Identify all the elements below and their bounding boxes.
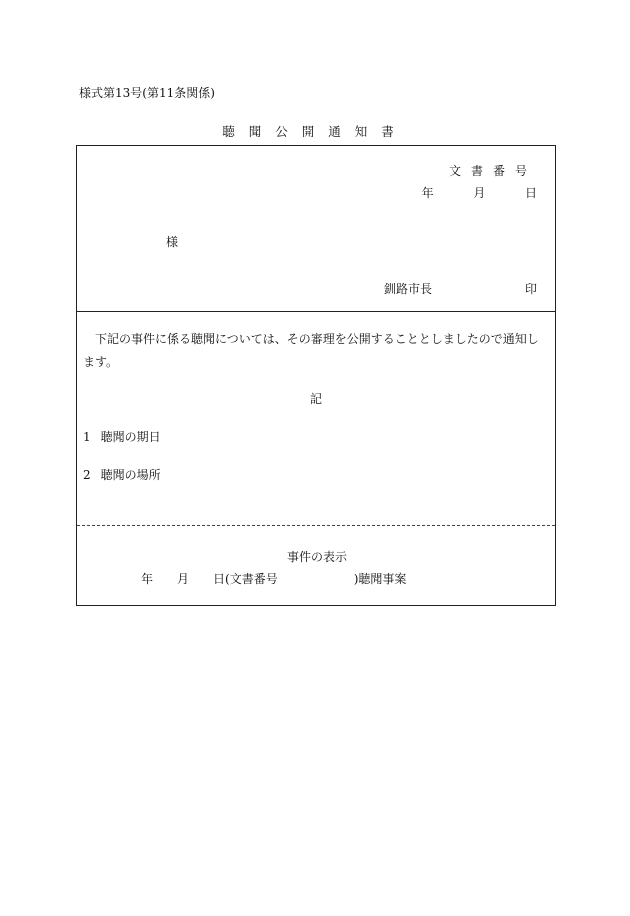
ki-heading: 記 (309, 392, 322, 406)
case-year: 年 (141, 572, 154, 586)
issuer-name: 釧路市長 (384, 282, 433, 296)
section-divider (77, 311, 555, 312)
case-day-docno: 日(文書番号 (213, 572, 278, 586)
case-display-line (141, 570, 406, 587)
month-label: 月 (473, 186, 486, 200)
case-suffix: )聴聞事案 (353, 572, 407, 586)
day-label: 日 (524, 186, 537, 200)
item-hearing-place (83, 466, 161, 483)
document-number-label: 文書番号 (448, 164, 537, 178)
case-display-title: 事件の表示 (286, 550, 347, 564)
seal-mark: 印 (524, 282, 537, 296)
item-hearing-date (83, 428, 161, 445)
date-line (422, 184, 537, 201)
addressee-suffix: 様 (166, 235, 179, 249)
notice-frame (76, 145, 556, 606)
item-number: 2 (83, 468, 91, 482)
item-number: 1 (83, 430, 91, 444)
document-title: 聴聞公開通知書 (222, 124, 408, 139)
case-month: 月 (177, 572, 190, 586)
form-id: 様式第13号(第11条関係) (79, 86, 215, 100)
item-label: 聴聞の期日 (100, 430, 161, 444)
notice-body-text: 下記の事件に係る聴聞については、その審理を公開することとしましたので通知します。 (83, 332, 539, 369)
item-label: 聴聞の場所 (100, 468, 161, 482)
year-label: 年 (421, 186, 434, 200)
dashed-divider (77, 525, 555, 526)
